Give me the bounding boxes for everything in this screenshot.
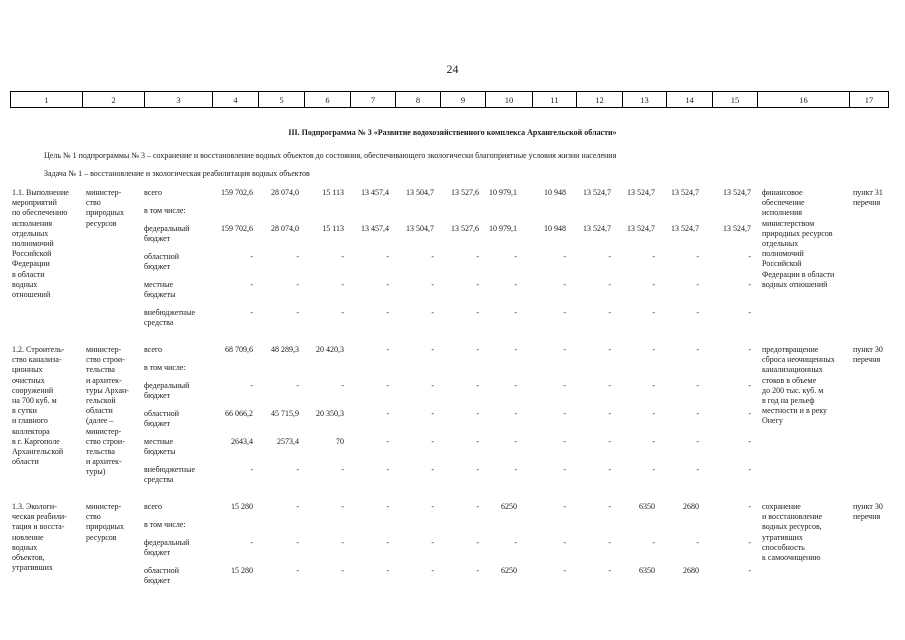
column-number: 10 <box>486 92 533 108</box>
funding-value: 2573,4 <box>277 437 299 446</box>
funding-value: 15 280 <box>231 566 253 575</box>
funding-value: - <box>514 538 517 547</box>
funding-value: - <box>563 437 566 446</box>
funding-value: - <box>748 345 751 354</box>
indicator-link: пункт 30 перечня <box>853 345 883 365</box>
funding-value: - <box>514 409 517 418</box>
funding-value: - <box>431 566 434 575</box>
measure-name: 1.3. Экологи- ческая реабили- тация и восста- новление водных объектов, утративших <box>12 502 67 573</box>
funding-value: - <box>563 252 566 261</box>
funding-value: - <box>476 465 479 474</box>
expected-result: финансовое обеспечение исполнения министерством природных ресурсов отдельных полномочий Российской Федерации в области водных отношений <box>762 188 835 289</box>
funding-value: 15 113 <box>322 224 344 233</box>
funding-source: местные бюджеты <box>144 280 176 300</box>
funding-value: 10 979,1 <box>489 188 517 197</box>
funding-source: в том числе: <box>144 520 186 529</box>
funding-value: - <box>341 252 344 261</box>
funding-value: - <box>296 502 299 511</box>
funding-source: местные бюджеты <box>144 437 176 457</box>
funding-source: всего <box>144 188 163 197</box>
funding-value: - <box>431 381 434 390</box>
funding-value: 2643,4 <box>231 437 253 446</box>
funding-value: - <box>563 465 566 474</box>
funding-value: - <box>386 345 389 354</box>
funding-value: - <box>563 566 566 575</box>
column-number: 5 <box>259 92 305 108</box>
funding-value: - <box>563 502 566 511</box>
funding-value: 28 074,0 <box>271 224 299 233</box>
funding-value: - <box>250 280 253 289</box>
funding-value: - <box>652 381 655 390</box>
funding-value: - <box>652 538 655 547</box>
funding-value: - <box>431 280 434 289</box>
funding-value: - <box>431 308 434 317</box>
funding-value: - <box>341 566 344 575</box>
funding-value: - <box>250 308 253 317</box>
funding-value: 13 504,7 <box>406 188 434 197</box>
funding-value: 13 524,7 <box>627 224 655 233</box>
column-number: 4 <box>213 92 259 108</box>
funding-value: - <box>431 465 434 474</box>
funding-value: - <box>652 437 655 446</box>
funding-source: внебюджетные средства <box>144 465 195 485</box>
column-number: 15 <box>713 92 758 108</box>
funding-value: 45 715,9 <box>271 409 299 418</box>
funding-value: 15 113 <box>322 188 344 197</box>
funding-value: - <box>748 437 751 446</box>
funding-value: 13 527,6 <box>451 188 479 197</box>
indicator-link: пункт 30 перечня <box>853 502 883 522</box>
funding-value: - <box>514 465 517 474</box>
funding-value: - <box>514 252 517 261</box>
funding-value: - <box>696 280 699 289</box>
funding-value: - <box>652 252 655 261</box>
funding-value: - <box>514 381 517 390</box>
funding-value: - <box>476 502 479 511</box>
funding-value: - <box>748 502 751 511</box>
funding-value: - <box>696 345 699 354</box>
funding-source: всего <box>144 502 163 511</box>
funding-value: 13 457,4 <box>361 188 389 197</box>
funding-value: - <box>748 381 751 390</box>
funding-value: - <box>563 308 566 317</box>
funding-value: - <box>608 566 611 575</box>
funding-source: в том числе: <box>144 363 186 372</box>
funding-value: - <box>431 437 434 446</box>
funding-value: 2680 <box>683 566 699 575</box>
funding-value: - <box>696 465 699 474</box>
responsible-executor: министер- ство природных ресурсов <box>86 502 125 542</box>
funding-source: областной бюджет <box>144 566 180 586</box>
funding-source: областной бюджет <box>144 252 180 272</box>
column-number: 3 <box>145 92 213 108</box>
funding-value: - <box>748 280 751 289</box>
funding-value: - <box>386 280 389 289</box>
funding-value: - <box>696 308 699 317</box>
column-number: 12 <box>577 92 623 108</box>
funding-value: 20 420,3 <box>316 345 344 354</box>
subprogram-title: III. Подпрограмма № 3 «Развитие водохозяйственного комплекса Архангельской области» <box>288 128 617 137</box>
funding-value: - <box>563 345 566 354</box>
funding-value: 13 524,7 <box>627 188 655 197</box>
funding-source: областной бюджет <box>144 409 180 429</box>
funding-value: - <box>514 345 517 354</box>
funding-value: - <box>250 381 253 390</box>
funding-value: 13 527,6 <box>451 224 479 233</box>
funding-value: - <box>563 538 566 547</box>
funding-value: - <box>296 566 299 575</box>
funding-value: - <box>476 345 479 354</box>
funding-value: 159 702,6 <box>221 224 253 233</box>
funding-value: - <box>608 409 611 418</box>
funding-value: 13 524,7 <box>723 188 751 197</box>
funding-source: всего <box>144 345 163 354</box>
funding-value: 13 504,7 <box>406 224 434 233</box>
funding-value: - <box>296 381 299 390</box>
funding-value: 13 457,4 <box>361 224 389 233</box>
funding-value: - <box>748 465 751 474</box>
funding-source: федеральный бюджет <box>144 538 190 558</box>
funding-value: - <box>250 538 253 547</box>
funding-value: 13 524,7 <box>723 224 751 233</box>
funding-value: 10 948 <box>544 188 566 197</box>
funding-value: - <box>696 409 699 418</box>
funding-value: - <box>608 345 611 354</box>
funding-value: - <box>476 409 479 418</box>
funding-value: - <box>476 381 479 390</box>
funding-value: - <box>696 252 699 261</box>
funding-value: - <box>296 252 299 261</box>
funding-value: - <box>386 409 389 418</box>
funding-value: 6350 <box>639 502 655 511</box>
funding-value: - <box>696 381 699 390</box>
task-text: Задача № 1 – восстановление и экологическая реабилитация водных объектов <box>44 169 310 178</box>
funding-value: - <box>386 252 389 261</box>
funding-value: 6250 <box>501 502 517 511</box>
funding-value: - <box>431 409 434 418</box>
funding-value: - <box>341 502 344 511</box>
funding-value: - <box>563 409 566 418</box>
funding-value: - <box>250 465 253 474</box>
funding-source: федеральный бюджет <box>144 224 190 244</box>
column-number: 14 <box>667 92 713 108</box>
funding-value: - <box>652 308 655 317</box>
funding-value: - <box>652 409 655 418</box>
funding-value: - <box>476 308 479 317</box>
funding-value: - <box>748 409 751 418</box>
funding-value: - <box>476 280 479 289</box>
funding-value: - <box>608 502 611 511</box>
goal-text: Цель № 1 подпрограммы № 3 – сохранение и восстановление водных объектов до состояния, обеспечивающего экологически благоприятные условия жизни населения <box>44 151 617 160</box>
funding-value: - <box>608 252 611 261</box>
column-number: 9 <box>441 92 486 108</box>
column-number: 17 <box>850 92 889 108</box>
funding-value: - <box>476 252 479 261</box>
funding-source: в том числе: <box>144 206 186 215</box>
funding-value: - <box>748 308 751 317</box>
funding-value: - <box>386 502 389 511</box>
column-number-header <box>10 91 889 108</box>
funding-value: - <box>296 280 299 289</box>
funding-value: 2680 <box>683 502 699 511</box>
expected-result: сохранение и восстановление водных ресурсов, утративших способность к самоочищению <box>762 502 823 563</box>
funding-value: - <box>431 345 434 354</box>
funding-value: - <box>386 566 389 575</box>
funding-value: - <box>296 308 299 317</box>
indicator-link: пункт 31 перечня <box>853 188 883 208</box>
funding-value: - <box>608 280 611 289</box>
funding-value: - <box>341 465 344 474</box>
funding-source: внебюджетные средства <box>144 308 195 328</box>
funding-value: - <box>696 437 699 446</box>
funding-value: 28 074,0 <box>271 188 299 197</box>
funding-value: - <box>696 538 699 547</box>
funding-value: - <box>608 465 611 474</box>
column-number: 8 <box>396 92 441 108</box>
funding-value: - <box>250 252 253 261</box>
column-number: 1 <box>11 92 83 108</box>
column-number: 7 <box>351 92 396 108</box>
funding-value: - <box>514 437 517 446</box>
funding-value: - <box>296 465 299 474</box>
funding-value: 6350 <box>639 566 655 575</box>
funding-value: 48 289,3 <box>271 345 299 354</box>
funding-value: 10 948 <box>544 224 566 233</box>
funding-value: 13 524,7 <box>671 224 699 233</box>
funding-value: - <box>431 538 434 547</box>
funding-value: - <box>386 437 389 446</box>
funding-value: - <box>652 280 655 289</box>
funding-value: - <box>608 538 611 547</box>
funding-value: - <box>608 381 611 390</box>
funding-value: 66 066,2 <box>225 409 253 418</box>
measure-name: 1.2. Строитель- ство канализа- ционных очистных сооружений на 700 куб. м в сутки и главного коллектора в г. Каргополе Архангельской области <box>12 345 65 467</box>
funding-value: - <box>608 308 611 317</box>
funding-value: - <box>514 280 517 289</box>
funding-value: - <box>341 280 344 289</box>
funding-value: 13 524,7 <box>583 188 611 197</box>
funding-source: федеральный бюджет <box>144 381 190 401</box>
column-number: 13 <box>623 92 667 108</box>
funding-value: - <box>748 566 751 575</box>
funding-value: - <box>608 437 611 446</box>
funding-value: 13 524,7 <box>583 224 611 233</box>
funding-value: - <box>652 345 655 354</box>
funding-value: 70 <box>336 437 344 446</box>
funding-value: 68 709,6 <box>225 345 253 354</box>
funding-value: - <box>386 538 389 547</box>
responsible-executor: министер- ство природных ресурсов <box>86 188 125 228</box>
column-number: 6 <box>305 92 351 108</box>
funding-value: - <box>476 538 479 547</box>
funding-value: 159 702,6 <box>221 188 253 197</box>
funding-value: - <box>476 437 479 446</box>
column-number: 2 <box>83 92 145 108</box>
column-number: 16 <box>758 92 850 108</box>
column-number: 11 <box>533 92 577 108</box>
page-number: 24 <box>446 62 459 76</box>
responsible-executor: министер- ство строи- тельства и архитек- туры Архан- гельской области (далее – министер- ство строи- тельства и архитек- туры) <box>86 345 129 477</box>
funding-value: - <box>341 538 344 547</box>
funding-value: - <box>296 538 299 547</box>
funding-value: 10 979,1 <box>489 224 517 233</box>
funding-value: 6250 <box>501 566 517 575</box>
funding-value: - <box>341 308 344 317</box>
funding-value: - <box>431 502 434 511</box>
funding-value: - <box>386 308 389 317</box>
funding-value: 15 280 <box>231 502 253 511</box>
funding-value: - <box>341 381 344 390</box>
funding-value: - <box>748 538 751 547</box>
expected-result: предотвращение сброса неочищенных канализационных стоков в объеме до 200 тыс. куб. м в год на рельеф местности и в реку Онегу <box>762 345 835 426</box>
funding-value: - <box>748 252 751 261</box>
measure-name: 1.1. Выполнение мероприятий по обеспечению исполнения отдельных полномочий Российской Федерации в области водных отношений <box>12 188 69 300</box>
funding-value: - <box>563 381 566 390</box>
funding-value: - <box>386 465 389 474</box>
funding-value: 13 524,7 <box>671 188 699 197</box>
funding-value: 20 350,3 <box>316 409 344 418</box>
funding-value: - <box>386 381 389 390</box>
funding-value: - <box>431 252 434 261</box>
funding-value: - <box>476 566 479 575</box>
funding-value: - <box>563 280 566 289</box>
funding-value: - <box>652 465 655 474</box>
funding-value: - <box>514 308 517 317</box>
